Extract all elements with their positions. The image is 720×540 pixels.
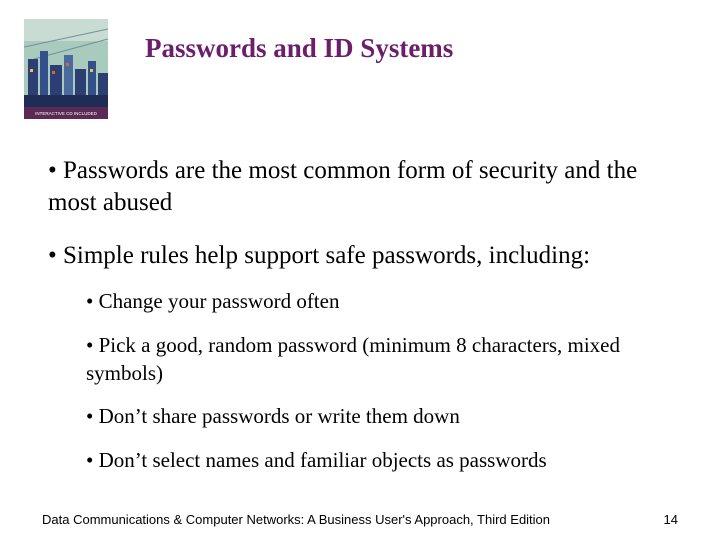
book-cover-image	[24, 19, 108, 119]
slide-title: Passwords and ID Systems	[145, 33, 454, 63]
footer-text: Data Communications & Computer Networks: A Business User's Approach, Third Edition	[42, 512, 551, 527]
page-number: 14	[663, 512, 678, 527]
sub-bullet-item: • Change your password often	[86, 289, 340, 313]
bullet-item: • Simple rules help support safe passwords, including:	[48, 242, 591, 269]
sub-bullet-item: • Don’t share passwords or write them down	[86, 404, 460, 428]
bullet-item: • Passwords are the most common form of security and the most abused	[48, 157, 638, 216]
sub-bullet-item: • Pick a good, random password (minimum 8 characters, mixed symbols)	[86, 333, 620, 385]
sub-bullet-item: • Don’t select names and familiar objects as passwords	[86, 448, 547, 472]
cover-banner-text: INTERACTIVE CD INCLUDED	[35, 111, 97, 116]
